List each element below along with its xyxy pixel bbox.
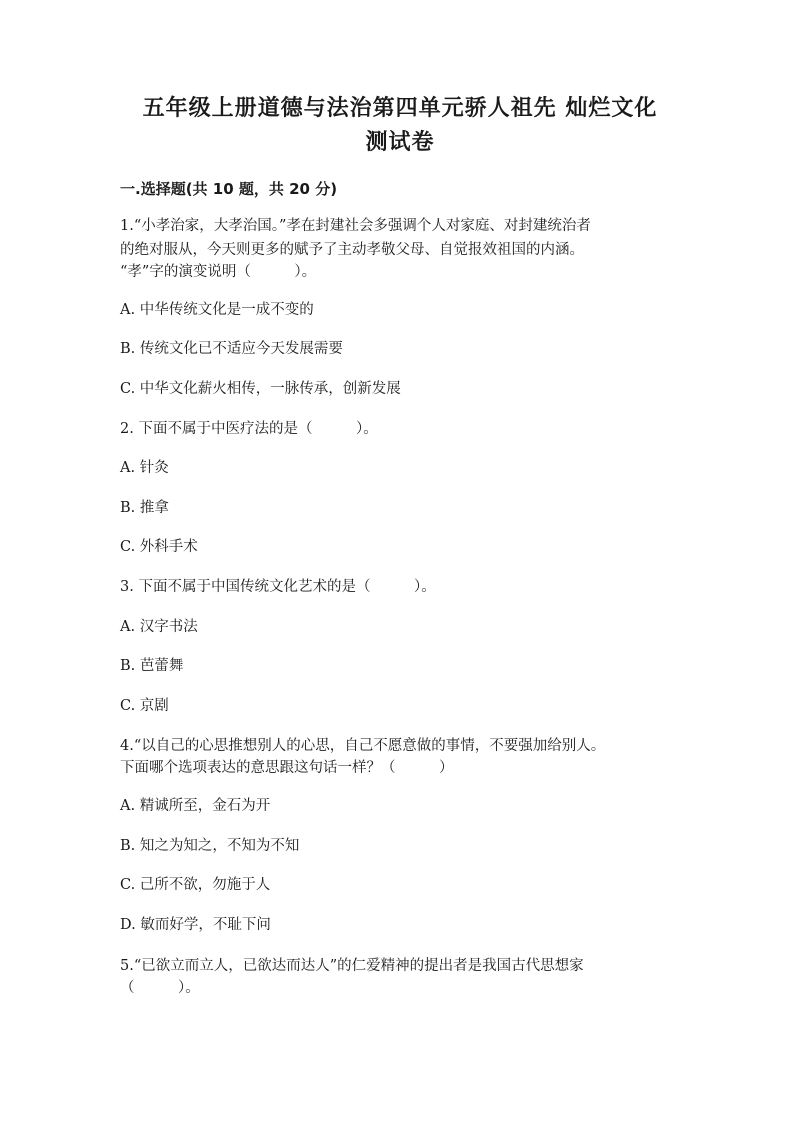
- question-1-stem-line-1: 1.“小孝治家，大孝治国。”孝在封建社会多强调个人对家庭、对封建统治者: [120, 218, 591, 234]
- section-heading: 一.选择题(共 10 题，共 20 分): [120, 180, 338, 198]
- question-2-option-a: A. 针灸: [120, 460, 169, 476]
- question-3-option-a: A. 汉字书法: [120, 619, 198, 635]
- question-2-option-c: C. 外科手术: [120, 539, 198, 555]
- exam-title: [100, 92, 700, 160]
- question-5-stem-line-2: （ ）。: [120, 980, 200, 996]
- question-2-stem: 2. 下面不属于中医疗法的是（ ）。: [120, 421, 378, 437]
- question-1-option-b: B. 传统文化已不适应今天发展需要: [120, 341, 343, 357]
- question-1-stem-line-3: “孝”字的演变说明（ ）。: [120, 264, 317, 280]
- question-4-stem-line-1: 4.“以自己的心思推想别人的心思，自己不愿意做的事情，不要强加给别人。: [120, 738, 606, 754]
- question-4-option-d: D. 敏而好学，不耻下问: [120, 917, 271, 933]
- question-2-option-b: B. 推拿: [120, 500, 169, 516]
- question-1-stem-line-2: 的绝对服从，今天则更多的赋予了主动孝敬父母、自觉报效祖国的内涵。: [120, 242, 584, 258]
- exam-title-line-1: 五年级上册道德与法治第四单元骄人祖先 灿烂文化: [142, 96, 658, 121]
- question-3-option-b: B. 芭蕾舞: [120, 658, 184, 674]
- question-4-option-c: C. 己所不欲，勿施于人: [120, 877, 271, 893]
- question-4-option-a: A. 精诚所至，金石为开: [120, 798, 271, 814]
- question-5-stem-line-1: 5.“已欲立而立人，已欲达而达人”的仁爱精神的提出者是我国古代思想家: [120, 958, 584, 974]
- exam-title-line-2: 测试卷: [365, 130, 435, 155]
- question-1-option-a: A. 中华传统文化是一成不变的: [120, 302, 314, 318]
- question-4-stem-line-2: 下面哪个选项表达的意思跟这句话一样？（ ）: [120, 760, 454, 776]
- question-3-stem: 3. 下面不属于中国传统文化艺术的是（ ）。: [120, 579, 436, 595]
- question-4-option-b: B. 知之为知之，不知为不知: [120, 838, 300, 854]
- question-1-option-c: C. 中华文化薪火相传，一脉传承，创新发展: [120, 381, 401, 397]
- question-3-option-c: C. 京剧: [120, 698, 169, 714]
